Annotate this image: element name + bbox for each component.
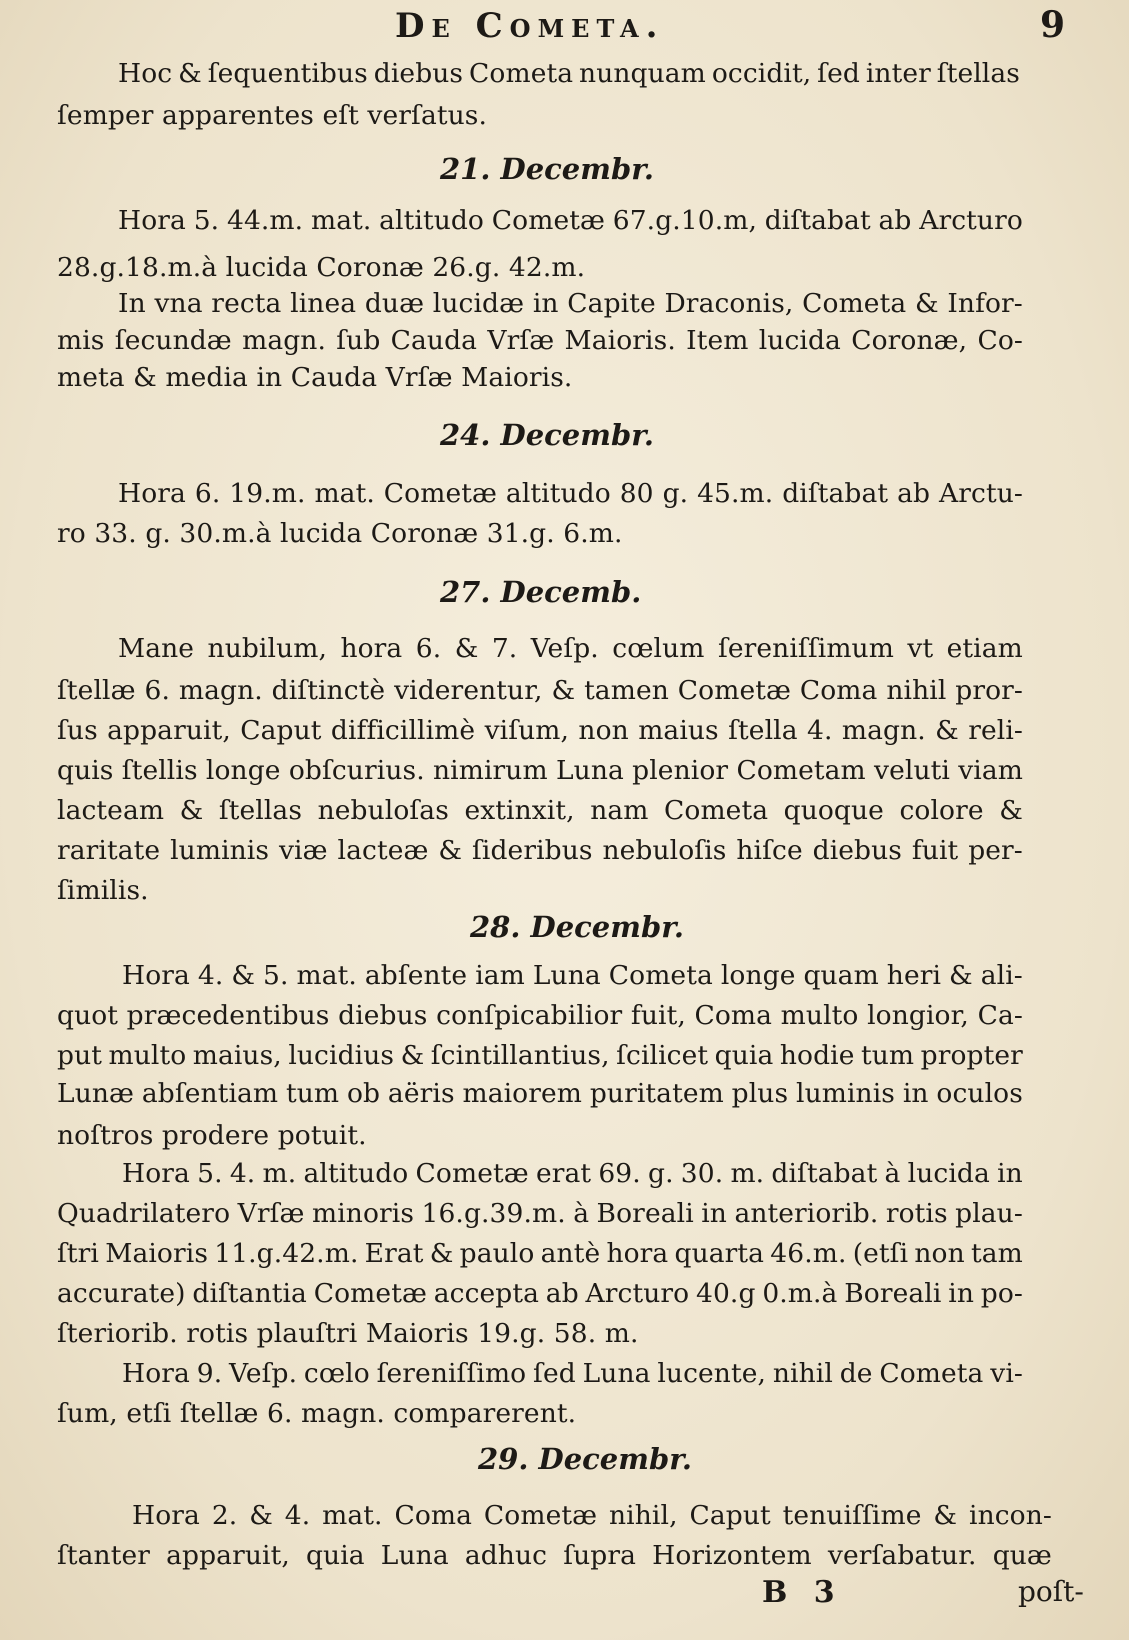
text-line: Quadrilatero Vrſæ minoris 16.g.39.m. à Boreali in anteriorib. rotis plau-: [57, 1198, 1023, 1229]
text-line: put multo maius, lucidius & ſcintillantius, ſcilicet quia hodie tum propter: [57, 1040, 1023, 1071]
text-line: quis ſtellis longe obſcurius. nimirum Luna plenior Cometam veluti viam: [57, 755, 1023, 786]
signature-mark: B 3: [762, 1575, 843, 1610]
text-line: ſum, etſi ſtellæ 6. magn. comparerent.: [57, 1398, 577, 1429]
page-number: 9: [1040, 4, 1066, 46]
entry-date: 24. Decembr.: [440, 418, 654, 452]
entry-date: 21. Decembr.: [440, 152, 654, 186]
running-title: De Cometa.: [395, 6, 665, 46]
text-line: ſimilis.: [57, 875, 149, 906]
text-line: raritate luminis viæ lacteæ & ſideribus nebuloſis hiſce diebus fuit per-: [57, 835, 1023, 866]
text-line: ro 33. g. 30.m.à lucida Coronæ 31.g. 6.m.: [57, 518, 623, 549]
text-line: Hora 2. & 4. mat. Coma Cometæ nihil, Caput tenuiſſime & incon-: [132, 1500, 1052, 1531]
text-line: ſemper apparentes eſt verſatus.: [57, 100, 487, 131]
text-line: Hora 6. 19.m. mat. Cometæ altitudo 80 g. 45.m. diſtabat ab Arctu-: [118, 478, 1023, 509]
text-line: lacteam & ſtellas nebuloſas extinxit, nam Cometa quoque colore &: [57, 795, 1023, 826]
text-line: ſteriorib. rotis plauſtri Maioris 19.g. 58. m.: [57, 1318, 639, 1349]
text-line: meta & media in Cauda Vrſæ Maioris.: [57, 362, 573, 393]
text-line: quot præcedentibus diebus conſpicabilior fuit, Coma multo longior, Ca-: [57, 1000, 1023, 1031]
text-line: Lunæ abſentiam tum ob aëris maiorem puritatem plus luminis in oculos: [57, 1078, 1023, 1109]
text-line: noſtros prodere potuit.: [57, 1120, 367, 1151]
entry-date: 29. Decembr.: [478, 1442, 692, 1476]
text-line: ſtellæ 6. magn. diſtinctè viderentur, & tamen Cometæ Coma nihil pror-: [57, 675, 1023, 706]
text-line: Hoc & ſequentibus diebus Cometa nunquam occidit, ſed inter ſtellas: [118, 58, 1020, 89]
catchword: poſt-: [1018, 1575, 1084, 1608]
text-line: Hora 4. & 5. mat. abſente iam Luna Cometa longe quam heri & ali-: [122, 960, 1023, 991]
text-line: Hora 5. 44.m. mat. altitudo Cometæ 67.g.10.m, diſtabat ab Arcturo: [118, 205, 1023, 236]
entry-date: 28. Decembr.: [470, 910, 684, 944]
text-line: Hora 9. Veſp. cœlo ſereniſſimo ſed Luna lucente, nihil de Cometa vi-: [122, 1358, 1023, 1389]
text-line: In vna recta linea duæ lucidæ in Capite Draconis, Cometa & Infor-: [118, 288, 1023, 319]
text-line: Hora 5. 4. m. altitudo Cometæ erat 69. g. 30. m. diſtabat à lucida in: [122, 1158, 1023, 1189]
text-line: mis ſecundæ magn. ſub Cauda Vrſæ Maioris. Item lucida Coronæ, Co-: [57, 325, 1023, 356]
text-line: ſtanter apparuit, quia Luna adhuc ſupra Horizontem verſabatur. quæ: [57, 1540, 1052, 1571]
text-line: accurate) diſtantia Cometæ accepta ab Arcturo 40.g 0.m.à Boreali in po-: [57, 1278, 1023, 1309]
text-line: ſtri Maioris 11.g.42.m. Erat & paulo antè hora quarta 46.m. (etſi non tam: [57, 1238, 1023, 1269]
text-line: 28.g.18.m.à lucida Coronæ 26.g. 42.m.: [57, 252, 586, 283]
text-line: ſus apparuit, Caput difficillimè viſum, non maius ſtella 4. magn. & reli-: [57, 715, 1023, 746]
text-line: Mane nubilum, hora 6. & 7. Veſp. cœlum ſereniſſimum vt etiam: [118, 633, 1023, 664]
entry-date: 27. Decemb.: [440, 575, 642, 609]
